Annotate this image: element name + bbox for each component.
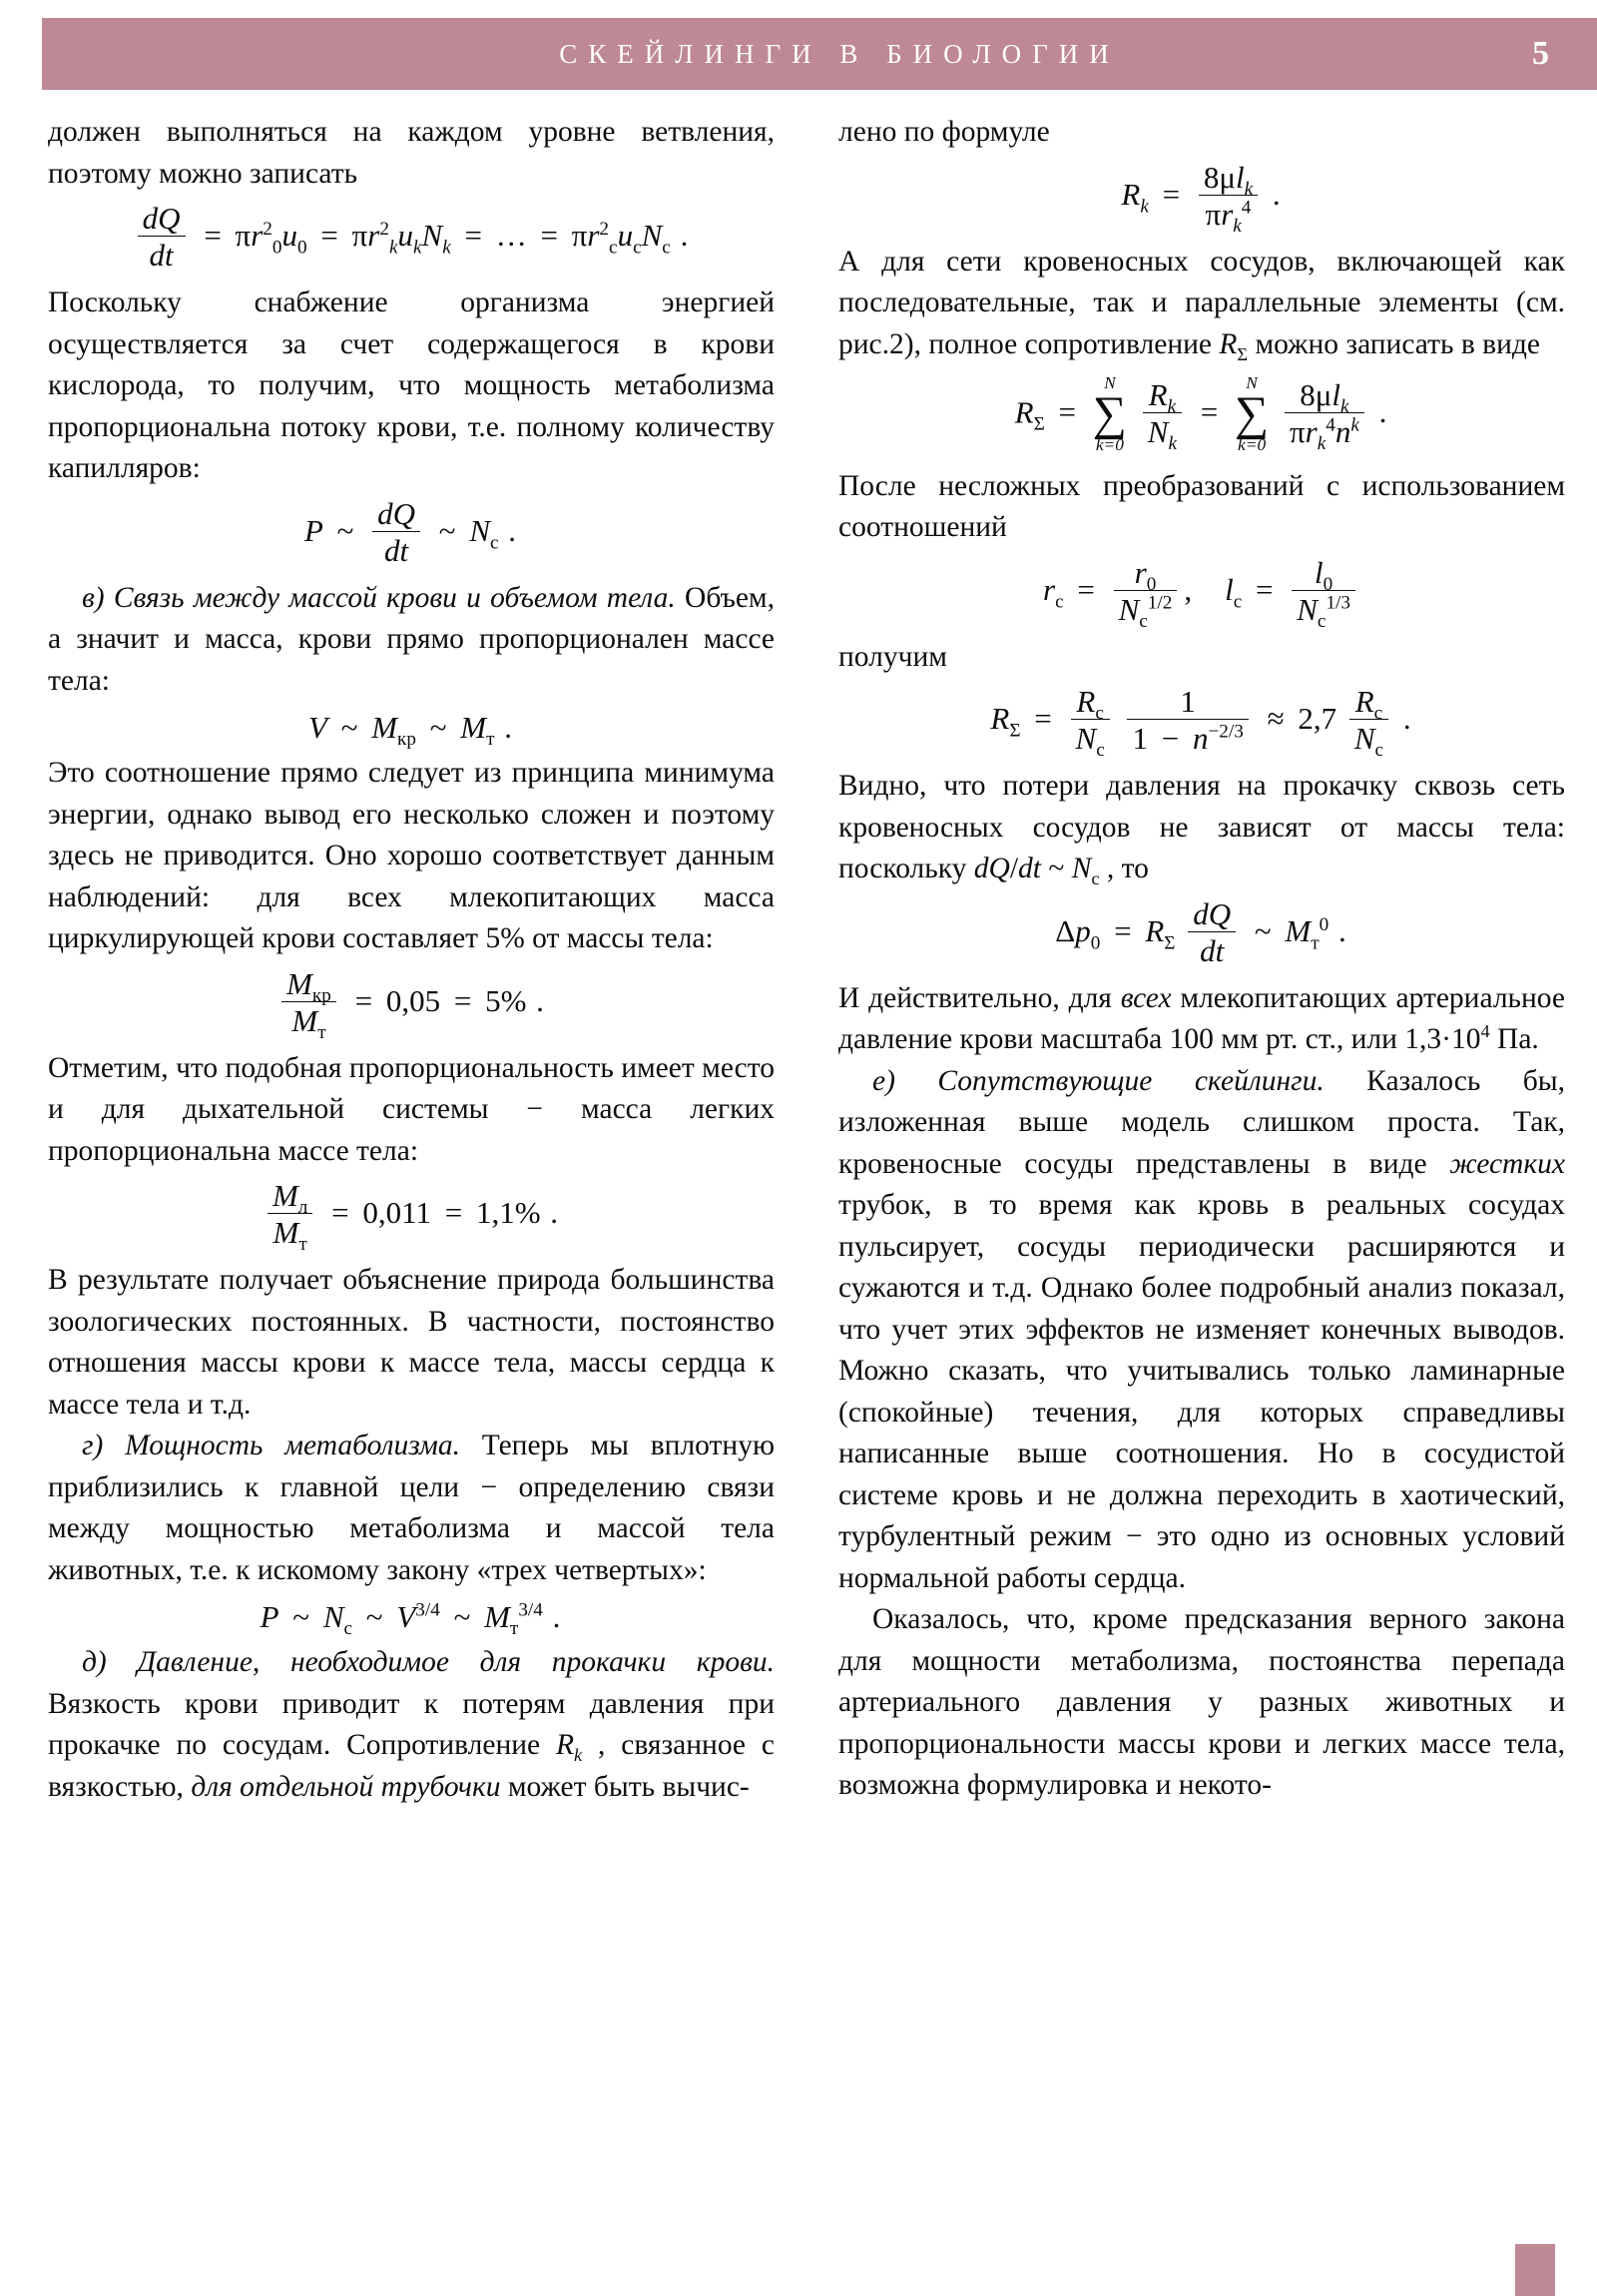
page-number: 5: [1532, 35, 1549, 72]
paragraph-right-6: И действительно, для всех млекопитающих артериальное давление крови масштаба 100 мм рт. ст., или $1,3\cdot 10^4$ Па.: [838, 981, 1565, 1056]
paragraph-right-2: А для сети кровеносных сосудов, включающей как последовательные, так и параллельные элементы (см. рис.2), полное сопротивление $R_\Sigma$ можно записать в виде: [838, 245, 1565, 364]
paragraph-left-6: В результате получает объяснение природа большинства зоологических постоянных. В частности, постоянство отношения массы крови к массе тела, массы сердца к массе тела и т.д.: [48, 1264, 775, 1421]
subsection-heading-g: г) Мощность метаболизма.: [82, 1430, 460, 1461]
equation-three-quarters-law: P ~ $N_c$ ~ $V^{3/4}$ ~ $M_т^{3/4}$ .: [260, 1599, 561, 1640]
equation-Ml-Mt-ratio: $\frac{M_л}{M_т}$ = 0,011 = 1,1% .: [48, 1182, 775, 1250]
paragraph-right-7-body: Казалось бы, изложенная выше модель слишком проста. Так, кровеносные сосуды представлены в виде жестких трубок, в то время как кровь в реальных сосудах пульсирует, сосуды периодически расширяются и сужаются и т.д. Однако более подробный анализ показал, что учет этих эффектов не изменяет конечных выводов. Можно сказать, что учитывались только ламинарные (спокойные) течения, для которых справедливы написанные выше соотношения. Но в сосудистой системе кровь и не должна переходить в хаотический, турбулентный режим − это одно из основных условий нормальной работы сердца.: [838, 1064, 1565, 1594]
equation-Rk-poiseuille: $R_k$ = $\frac{8\mu l_k}{\pi r_k^4}$ .: [1121, 159, 1281, 237]
equation-Mkr-Mt-ratio: $\frac{M_{кр}}{M_т}$ = 0,05 = 5% .: [48, 970, 775, 1038]
subsection-heading-v: в) Связь между массой крови и объемом тела.: [82, 581, 676, 614]
paragraph-left-1: должен выполняться на каждом уровне ветвления, поэтому можно записать: [48, 116, 775, 190]
two-column-body: [48, 112, 1565, 1808]
paragraph-left-4: Это соотношение прямо следует из принципа минимума энергии, однако вывод его несколько сложен и поэтому здесь не приводится. Оно хорошо соответствует данным наблюдений: для всех млекопитающих масса циркулирующей крови составляет 5% от массы тела:: [48, 757, 775, 954]
equation-P-prop-Nc: P ~ $\frac{dQ}{dt}$ ~ $N_c$ .: [303, 495, 517, 568]
equation-rc-lc: $r_c$ = $\frac{r_0}{N_c^{1/2}}$ , $l_c$ = $\frac{l_0}{N_c^{1/3}}$: [838, 559, 1565, 627]
page-corner-mark: [1515, 2244, 1555, 2296]
paragraph-left-7: [48, 1426, 775, 1591]
subsection-heading-d: д) Давление, необходимое для прокачки крови.: [82, 1646, 775, 1678]
paragraph-right-1: лено по формуле: [838, 116, 1050, 148]
equation-Rsigma-sum: $R_\Sigma$ = N ∑ k=0 $\frac{R_k}{N_k}$ = N ∑ k=0 $\frac{8\mu l_k}{\pi r_k^4n^k}$ .: [1014, 373, 1387, 455]
equation-Rsigma-result: $R_\Sigma$ = $\frac{R_c}{N_c}$ $\frac{1}{1 - n^{-2/3}}$ ≈ 2,7 $\frac{R_c}{N_c}$ .: [990, 684, 1411, 762]
paragraph-left-7-body: Теперь мы вплотную приблизились к главной цели − определению связи между мощностью метаболизма и массой тела животных, т.е. к искомому закону «трех четвертых»:: [48, 1430, 776, 1586]
paragraph-right-4: получим: [838, 640, 947, 673]
paragraph-right-7: [838, 1061, 1565, 1600]
paragraph-right-8: Оказалось, что, кроме предсказания верного закона для мощности метаболизма, постоянства перепада артериального давления у разных животных и пропорциональности массы крови и легких массе тела, возможна формулировка и некото-: [838, 1603, 1565, 1802]
paragraph-right-5: Видно, что потери давления на прокачку сквозь сеть кровеносных сосудов не зависят от массы тела: поскольку dQ/dt ~ $N_c$ , то: [838, 770, 1565, 889]
paragraph-left-5: Отметим, что подобная пропорциональность имеет место и для дыхательной системы − масса легких пропорциональна массе тела:: [48, 1051, 775, 1167]
paragraph-left-8-body: Вязкость крови приводит к потерям давления при прокачке по сосудам. Сопротивление $R_k$ , связанное с вязкостью, для отдельной трубочки может быть вычис-: [48, 1687, 775, 1803]
page-title: СКЕЙЛИНГИ В БИОЛОГИИ: [559, 38, 1120, 69]
paragraph-left-2: Поскольку снабжение организма энергией осуществляется за счет содержащегося в крови кислорода, то получим, что мощность метаболизма пропорциональна потоку крови, т.е. полному количеству капилляров:: [48, 287, 775, 484]
equation-V-prop-M: V ~ $M_{кр}$ ~ $M_т$ .: [308, 710, 512, 751]
paragraph-left-3-body: Объем, а значит и масса, крови прямо пропорционален массе тела:: [48, 581, 775, 697]
left-column: [48, 112, 775, 1808]
paragraph-left-8: [48, 1642, 775, 1808]
right-column: [838, 112, 1565, 1808]
equation-dQdt-chain: $\frac{dQ}{dt}$ = $\pi r^2_0u_0 = \pi r^2_ku_kN_k$ = … = $\pi r^2_cu_cN_c$ .: [48, 205, 775, 273]
page-running-head: [42, 18, 1597, 90]
paragraph-left-3: [48, 578, 775, 703]
paragraph-right-3: После несложных преобразований с использованием соотношений: [838, 469, 1565, 544]
equation-delta-p0: $\Delta p_0 = R_\Sigma$ $\frac{dQ}{dt}$ ~ $M_т^0$ .: [1055, 895, 1346, 968]
subsection-heading-e: е) Сопутствующие скейлинги.: [872, 1064, 1325, 1097]
